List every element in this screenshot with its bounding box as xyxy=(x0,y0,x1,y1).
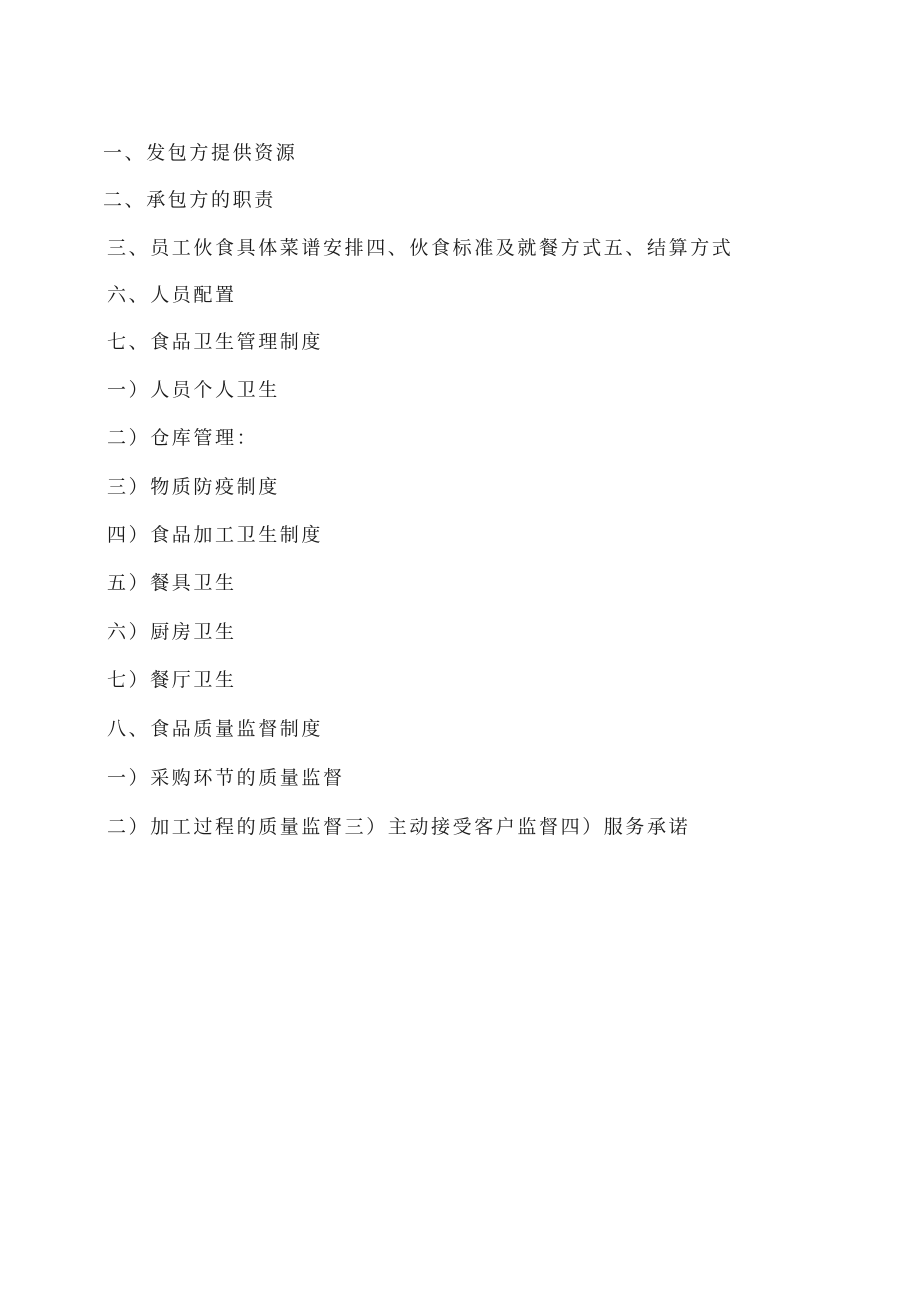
toc-item-15: 二）加工过程的质量监督三）主动接受客户监督四）服务承诺 xyxy=(107,816,691,838)
toc-item-9: 四）食品加工卫生制度 xyxy=(107,524,324,546)
toc-item-2: 二、承包方的职责 xyxy=(103,189,276,211)
toc-item-12: 七）餐厅卫生 xyxy=(107,669,237,691)
toc-item-10: 五）餐具卫生 xyxy=(107,572,237,594)
toc-item-3: 三、员工伙食具体菜谱安排四、伙食标准及就餐方式五、结算方式 xyxy=(107,237,734,259)
toc-item-5: 七、食品卫生管理制度 xyxy=(107,331,324,353)
toc-item-14: 一）采购环节的质量监督 xyxy=(107,767,345,789)
toc-item-1: 一、发包方提供资源 xyxy=(103,142,298,164)
toc-item-6: 一）人员个人卫生 xyxy=(107,379,280,401)
toc-item-4: 六、人员配置 xyxy=(107,284,237,306)
toc-item-13: 八、食品质量监督制度 xyxy=(107,718,324,740)
toc-item-11: 六）厨房卫生 xyxy=(107,621,237,643)
toc-item-7: 二）仓库管理： xyxy=(107,427,259,449)
toc-item-8: 三）物质防疫制度 xyxy=(107,476,280,498)
